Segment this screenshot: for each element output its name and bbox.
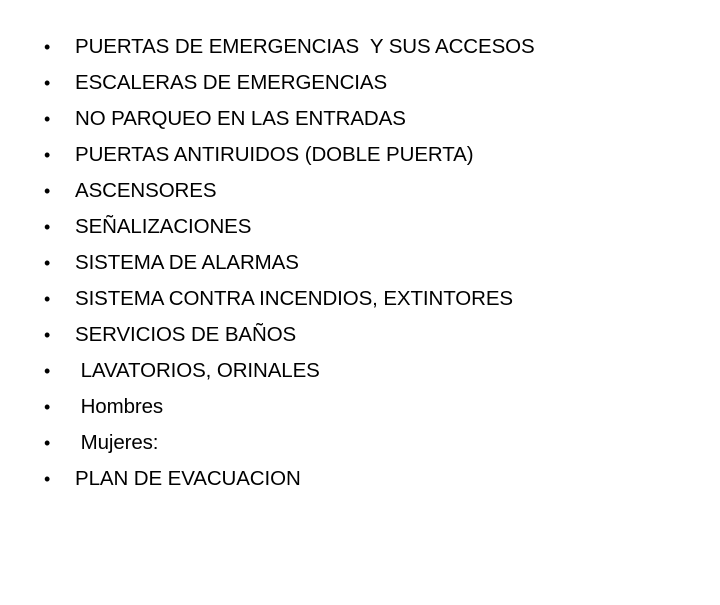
bullet-icon: •: [44, 181, 51, 201]
bullet-icon: •: [44, 109, 51, 129]
list-item: [44, 353, 320, 389]
bullet-icon: •: [44, 217, 51, 237]
list-item: [44, 65, 388, 101]
list-item: [44, 461, 301, 497]
list-item: [44, 281, 513, 317]
list-item-text: Hombres: [75, 395, 164, 418]
list-item-text: PLAN DE EVACUACION: [75, 467, 301, 490]
list-item-text: LAVATORIOS, ORINALES: [75, 359, 320, 382]
list-item-text: SEÑALIZACIONES: [75, 215, 252, 238]
list-item-text: NO PARQUEO EN LAS ENTRADAS: [75, 107, 406, 130]
list-item: [44, 389, 164, 425]
bullet-icon: •: [44, 361, 51, 381]
bullet-icon: •: [44, 325, 51, 345]
list-item-text: SISTEMA CONTRA INCENDIOS, EXTINTORES: [75, 287, 513, 310]
list-item: [44, 425, 159, 461]
list-item: [44, 317, 297, 353]
list-item: [44, 173, 217, 209]
bullet-icon: •: [44, 397, 51, 417]
list-item-text: SERVICIOS DE BAÑOS: [75, 323, 297, 346]
list-item-text: SISTEMA DE ALARMAS: [75, 251, 299, 274]
bullet-icon: •: [44, 73, 51, 93]
bullet-icon: •: [44, 253, 51, 273]
list-item-text: PUERTAS ANTIRUIDOS (DOBLE PUERTA): [75, 143, 474, 166]
list-item-text: ASCENSORES: [75, 179, 217, 202]
bullet-icon: •: [44, 433, 51, 453]
list-item-text: PUERTAS DE EMERGENCIAS Y SUS ACCESOS: [75, 35, 535, 58]
bullet-list: [44, 29, 535, 497]
list-item-text: ESCALERAS DE EMERGENCIAS: [75, 71, 388, 94]
bullet-icon: •: [44, 145, 51, 165]
bullet-icon: •: [44, 289, 51, 309]
list-item: [44, 101, 406, 137]
list-item: [44, 29, 535, 65]
bullet-icon: •: [44, 37, 51, 57]
list-item: [44, 137, 474, 173]
list-item: [44, 245, 299, 281]
list-item-text: Mujeres:: [75, 431, 159, 454]
list-item: [44, 209, 252, 245]
bullet-icon: •: [44, 469, 51, 489]
